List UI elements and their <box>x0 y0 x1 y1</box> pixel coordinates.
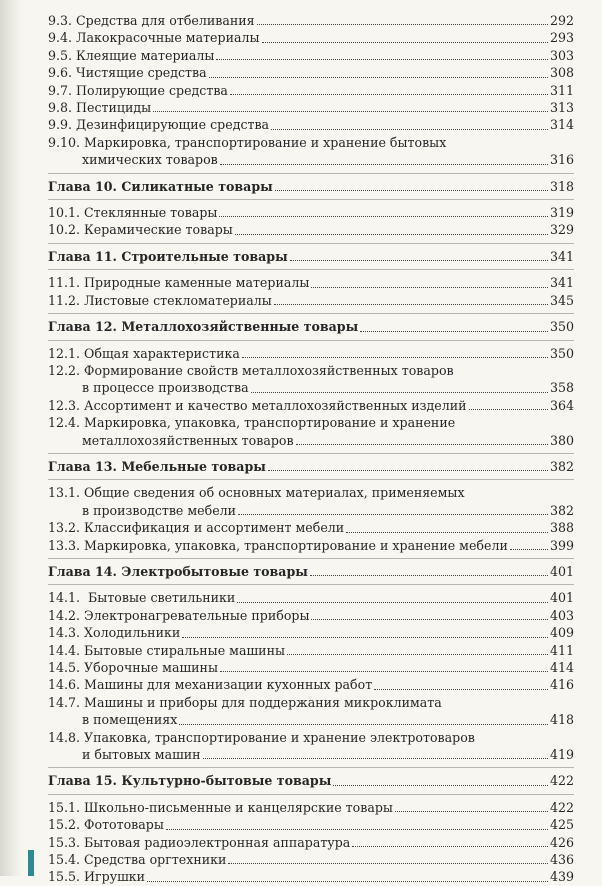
page-number: 292 <box>549 13 574 28</box>
chapter-divider <box>48 453 574 454</box>
dot-leader <box>219 216 548 217</box>
section-title-continued: и бытовых машин <box>82 747 201 763</box>
toc-section-entry[interactable] <box>48 607 574 624</box>
chapter-title: Глава 13. Мебельные товары <box>48 458 266 474</box>
dot-leader <box>262 42 548 43</box>
toc-chapter-entry[interactable] <box>48 318 574 335</box>
toc-line <box>48 29 574 46</box>
toc-line <box>48 519 574 536</box>
toc-section-entry[interactable] <box>48 537 574 554</box>
dot-leader <box>274 304 548 305</box>
page-number: 382 <box>549 458 574 474</box>
section-title: 15.3. Бытовая радиоэлектронная аппаратура <box>48 834 351 850</box>
chapter-divider <box>48 313 574 314</box>
dot-leader <box>242 357 548 358</box>
toc-chapter-entry[interactable] <box>48 772 574 789</box>
dot-leader <box>179 724 548 725</box>
toc-chapter-entry[interactable] <box>48 248 574 265</box>
chapter-divider <box>48 558 574 559</box>
toc-section-entry[interactable] <box>48 676 574 693</box>
toc-line <box>48 607 574 624</box>
chapter-divider <box>48 340 574 341</box>
toc-line-continued <box>48 379 574 396</box>
section-title-continued: в процессе производства <box>82 380 249 396</box>
section-title: 9.6. Чистящие средства <box>48 65 207 81</box>
dot-leader <box>220 671 548 672</box>
dot-leader <box>153 111 548 112</box>
page-number: 308 <box>549 65 574 81</box>
page-number: 350 <box>549 345 574 361</box>
toc-line <box>48 292 574 309</box>
dot-leader <box>395 811 548 812</box>
section-title: 15.4. Средства оргтехники <box>48 852 227 868</box>
dot-leader <box>290 260 548 261</box>
page-number: 313 <box>549 100 574 116</box>
dot-leader <box>333 785 548 786</box>
dot-leader <box>182 637 548 638</box>
toc-section-entry[interactable] <box>48 221 574 238</box>
section-title: 9.5. Клеящие материалы <box>48 47 215 63</box>
toc-line <box>48 134 574 151</box>
dot-leader <box>311 287 548 288</box>
section-title: 9.10. Маркировка, транспортирование и хранение бытовых <box>48 134 447 150</box>
page-number: 414 <box>549 660 574 675</box>
page-number: 358 <box>549 380 574 396</box>
page-number: 425 <box>549 817 574 833</box>
chapter-divider <box>48 479 574 480</box>
dot-leader <box>238 514 548 515</box>
dot-leader <box>147 881 548 882</box>
toc-line <box>48 729 574 746</box>
page-number: 341 <box>549 275 574 291</box>
toc-section-entry[interactable] <box>48 816 574 833</box>
dot-leader <box>203 758 548 759</box>
toc-section-entry[interactable] <box>48 12 574 29</box>
toc-section-entry[interactable] <box>48 624 574 641</box>
page-number: 319 <box>549 205 574 221</box>
dot-leader <box>228 863 548 864</box>
chapter-title: Глава 15. Культурно-бытовые товары <box>48 773 332 789</box>
chapter-divider <box>48 794 574 795</box>
toc-section-entry[interactable] <box>48 799 574 816</box>
toc-section-entry[interactable] <box>48 99 574 116</box>
toc-section-entry[interactable] <box>48 851 574 868</box>
section-title: 15.5. Игрушки <box>48 869 146 885</box>
toc-line <box>48 816 574 833</box>
chapter-title: Глава 11. Строительные товары <box>48 248 288 264</box>
section-title: 14.8. Упаковка, транспортирование и хранение электротоваров <box>48 729 475 745</box>
section-title: 15.2. Фототовары <box>48 817 164 833</box>
section-title-continued: металлохозяйственных товаров <box>82 432 294 448</box>
dot-leader <box>346 532 548 533</box>
toc-section-entry[interactable] <box>48 204 574 221</box>
toc-line <box>48 642 574 659</box>
page-number: 364 <box>549 397 574 413</box>
page-number: 341 <box>549 248 574 264</box>
page-number: 422 <box>549 799 574 815</box>
toc-chapter-entry[interactable] <box>48 458 574 475</box>
section-title: 9.8. Пестициды <box>48 100 152 116</box>
toc-line <box>48 484 574 501</box>
dot-leader <box>374 689 548 690</box>
toc-line-continued <box>48 746 574 763</box>
toc-section-entry[interactable] <box>48 519 574 536</box>
toc-line <box>48 221 574 238</box>
dot-leader <box>271 129 548 130</box>
toc-section-entry[interactable] <box>48 729 574 764</box>
toc-chapter-entry[interactable] <box>48 563 574 580</box>
section-title: 11.1. Природные каменные материалы <box>48 275 310 291</box>
toc-line <box>48 851 574 868</box>
page-number: 318 <box>549 178 574 194</box>
section-title: 9.4. Лакокрасочные материалы <box>48 30 260 46</box>
toc-line <box>48 99 574 116</box>
section-title: 14.6. Машины для механизации кухонных работ <box>48 677 373 693</box>
toc-line <box>48 82 574 99</box>
page-number: 403 <box>549 607 574 623</box>
page-number: 399 <box>549 537 574 553</box>
section-title: 10.1. Стеклянные товары <box>48 205 218 221</box>
toc-line-continued <box>48 151 574 168</box>
toc-line <box>48 414 574 431</box>
toc-section-entry[interactable] <box>48 116 574 133</box>
page-number: 350 <box>549 319 574 335</box>
section-title-continued: в производстве мебели <box>82 502 237 518</box>
page-number: 416 <box>549 677 574 693</box>
section-title: 14.4. Бытовые стиральные машины <box>48 642 285 658</box>
toc-line <box>48 362 574 379</box>
section-title: 9.7. Полирующие средства <box>48 82 228 98</box>
page-number: 418 <box>549 712 574 728</box>
dot-leader <box>216 59 548 60</box>
toc-line <box>48 624 574 641</box>
toc-section-entry[interactable] <box>48 397 574 414</box>
toc-line <box>48 799 574 816</box>
section-title: 13.2. Классификация и ассортимент мебели <box>48 520 345 536</box>
section-title: 14.5. Уборочные машины <box>48 660 218 675</box>
dot-leader <box>311 619 547 620</box>
toc-section-entry[interactable] <box>48 82 574 99</box>
section-title-continued: химических товаров <box>82 152 218 168</box>
toc-section-entry[interactable] <box>48 274 574 291</box>
page-number: 316 <box>549 152 574 168</box>
chapter-title: Глава 12. Металлохозяйственные товары <box>48 319 359 335</box>
page-number: 401 <box>549 563 574 579</box>
toc-line <box>48 694 574 711</box>
section-title: 10.2. Керамические товары <box>48 222 233 238</box>
page-number: 382 <box>549 502 574 518</box>
table-of-contents <box>48 12 574 886</box>
page-number: 409 <box>549 625 574 641</box>
section-title: 12.4. Маркировка, упаковка, транспортирование и хранение <box>48 415 456 431</box>
page-number: 311 <box>549 82 574 98</box>
dot-leader <box>510 549 548 550</box>
section-title: 12.3. Ассортимент и качество металлохозяйственных изделий <box>48 397 467 413</box>
page-number: 401 <box>549 590 574 606</box>
toc-line <box>48 868 574 885</box>
toc-line <box>48 659 574 676</box>
section-title: 9.3. Средства для отбеливания <box>48 13 255 28</box>
dot-leader <box>296 444 548 445</box>
page-number: 422 <box>549 773 574 789</box>
toc-line <box>48 64 574 81</box>
toc-section-entry[interactable] <box>48 642 574 659</box>
page-number: 303 <box>549 47 574 63</box>
dot-leader <box>166 829 548 830</box>
page-number: 345 <box>549 292 574 308</box>
toc-section-entry[interactable] <box>48 868 574 885</box>
toc-section-entry[interactable] <box>48 47 574 64</box>
chapter-title: Глава 10. Силикатные товары <box>48 178 273 194</box>
toc-line <box>48 676 574 693</box>
toc-line <box>48 589 574 606</box>
dot-leader <box>310 575 548 576</box>
section-title: 15.1. Школьно-письменные и канцелярские товары <box>48 799 393 815</box>
page-number: 314 <box>549 117 574 133</box>
page-number: 388 <box>549 520 574 536</box>
section-title: 13.3. Маркировка, упаковка, транспортирование и хранение мебели <box>48 537 508 553</box>
toc-section-entry[interactable] <box>48 134 574 169</box>
page-number: 439 <box>549 869 574 885</box>
chapter-divider <box>48 243 574 244</box>
dot-leader <box>251 392 548 393</box>
dot-leader <box>257 24 548 25</box>
section-title: 14.1. Бытовые светильники <box>48 590 236 606</box>
section-title: 12.1. Общая характеристика <box>48 345 240 361</box>
toc-section-entry[interactable] <box>48 64 574 81</box>
toc-line <box>48 834 574 851</box>
toc-line-continued <box>48 711 574 728</box>
toc-section-entry[interactable] <box>48 589 574 606</box>
chapter-divider <box>48 173 574 174</box>
page-number: 380 <box>549 432 574 448</box>
page-number: 411 <box>549 642 574 658</box>
dot-leader <box>220 164 548 165</box>
toc-line <box>48 47 574 64</box>
section-title: 14.2. Электронагревательные приборы <box>48 607 310 623</box>
section-title: 11.2. Листовые стекломатериалы <box>48 292 272 308</box>
dot-leader <box>237 602 548 603</box>
page-edge-mark <box>28 850 34 876</box>
toc-line <box>48 537 574 554</box>
dot-leader <box>209 77 548 78</box>
dot-leader <box>230 94 548 95</box>
toc-line <box>48 345 574 362</box>
chapter-title: Глава 14. Электробытовые товары <box>48 563 308 579</box>
dot-leader <box>287 654 548 655</box>
chapter-divider <box>48 584 574 585</box>
toc-section-entry[interactable] <box>48 362 574 397</box>
dot-leader <box>268 470 548 471</box>
toc-section-entry[interactable] <box>48 659 574 676</box>
toc-line <box>48 116 574 133</box>
toc-line-continued <box>48 502 574 519</box>
chapter-divider <box>48 269 574 270</box>
dot-leader <box>352 846 548 847</box>
chapter-divider <box>48 199 574 200</box>
page-number: 426 <box>549 834 574 850</box>
toc-section-entry[interactable] <box>48 694 574 729</box>
toc-section-entry[interactable] <box>48 834 574 851</box>
toc-section-entry[interactable] <box>48 292 574 309</box>
dot-leader <box>235 234 548 235</box>
page-number: 329 <box>549 222 574 238</box>
section-title-continued: в помещениях <box>82 712 178 728</box>
toc-chapter-entry[interactable] <box>48 178 574 195</box>
section-title: 14.3. Холодильники <box>48 625 181 641</box>
page-number: 436 <box>549 852 574 868</box>
section-title: 9.9. Дезинфицирующие средства <box>48 117 270 133</box>
page-number: 419 <box>549 747 574 763</box>
toc-section-entry[interactable] <box>48 29 574 46</box>
toc-section-entry[interactable] <box>48 484 574 519</box>
dot-leader <box>469 409 548 410</box>
toc-line <box>48 397 574 414</box>
toc-section-entry[interactable] <box>48 345 574 362</box>
book-spine-shadow <box>0 0 22 876</box>
section-title: 13.1. Общие сведения об основных материалах, применяемых <box>48 485 465 501</box>
page-number: 293 <box>549 30 574 46</box>
dot-leader <box>360 331 548 332</box>
dot-leader <box>275 190 548 191</box>
toc-section-entry[interactable] <box>48 414 574 449</box>
chapter-divider <box>48 767 574 768</box>
toc-line <box>48 204 574 221</box>
section-title: 12.2. Формирование свойств металлохозяйственных товаров <box>48 362 454 378</box>
toc-line <box>48 12 574 29</box>
section-title: 14.7. Машины и приборы для поддержания микроклимата <box>48 694 442 710</box>
toc-line <box>48 274 574 291</box>
toc-line-continued <box>48 432 574 449</box>
